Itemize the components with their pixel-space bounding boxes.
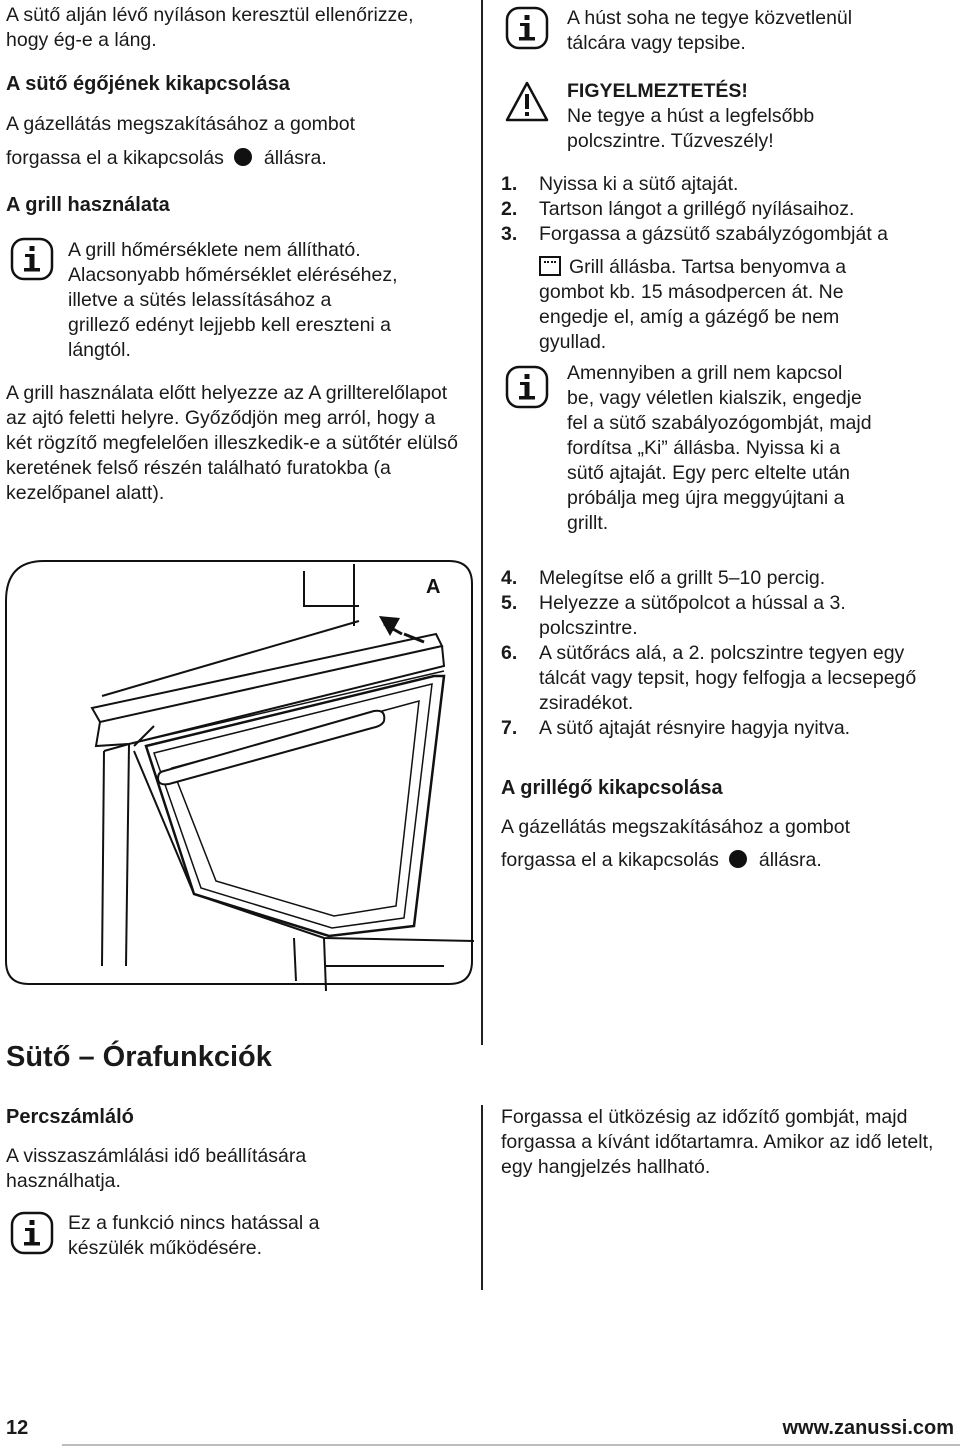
steps-list-b [501, 566, 941, 741]
info-timer-text: Ez a funkció nincs hatással a készülék működésére. [68, 1212, 320, 1259]
info-icon [505, 365, 549, 409]
info-icon [10, 1211, 54, 1255]
footer-rule [62, 1444, 960, 1446]
list-item: 5. Helyezze a sütőpolcot a hússal a 3. polcszintre. [501, 592, 846, 639]
website-link[interactable]: www.zanussi.com [782, 1417, 954, 1439]
column-divider-bottom [481, 1105, 483, 1290]
oven-grill-plate-illustration [4, 546, 474, 996]
section-title-clock: Sütő – Órafunkciók [6, 1041, 272, 1073]
page-number: 12 [6, 1417, 29, 1439]
timer-instructions-text: Forgassa el ütközésig az időzítő gombját, majd forgassa a kívánt időtartamra. Amikor az idő letelt, egy hangjelzés hallható. [501, 1106, 934, 1178]
filled-circle-icon [234, 148, 252, 166]
grill-symbol-icon [539, 256, 561, 276]
oven-off-text-2a: forgassa el a kikapcsolás [6, 147, 224, 169]
info-grill-temp-text: A grill hőmérséklete nem állítható. Alacsonyabb hőmérséklet eléréséhez, illetve a sütés lelassításához a grillező edényt lejjebb kell ereszteni a lángtól. [68, 239, 398, 361]
flame-check-text: A sütő alján lévő nyíláson keresztül ellenőrizze, hogy ég-e a láng. [6, 4, 414, 51]
warning-title: FIGYELMEZTETÉS! [567, 80, 748, 102]
warning-icon [505, 80, 549, 124]
grill-off-text-2: forgassa el a kikapcsolás állásra. [501, 849, 822, 871]
heading-grill-use: A grill használata [6, 194, 170, 216]
step3-continuation-1: Grill állásba. Tartsa benyomva a [539, 255, 939, 280]
list-item: 6. A sütőrács alá, a 2. polcszintre tegyen egy tálcát vagy tepsit, hogy felfogja a lecsepegő zsiradékot. [501, 642, 917, 714]
info-icon [10, 237, 54, 281]
list-item: 1. Nyissa ki a sütő ajtaját. [501, 173, 739, 195]
heading-grill-off: A grillégő kikapcsolása [501, 777, 723, 799]
figure-label-a: A [426, 576, 441, 598]
column-divider-top [481, 0, 483, 1045]
steps-list-a [501, 172, 941, 247]
heading-timer: Percszámláló [6, 1106, 134, 1128]
grill-plate-text: A grill használata előtt helyezze az A grillterelőlapot az ajtó feletti helyre. Győződjön meg arról, hogy a két rögzítő megfelelően illeszkedik-e a sütőtér elülső keretének felső részén található furatokba (a kezelőpanel alatt). [6, 382, 458, 504]
list-item: 2. Tartson lángot a grillégő nyílásaihoz. [501, 198, 855, 220]
info-ignite-text: Amennyiben a grill nem kapcsol be, vagy véletlen kialszik, engedje fel a sütő szabályozógombját, majd fordítsa „Ki” állásba. Nyissa ki a sütő ajtaját. Egy perc eltelte után próbálja meg újra meggyújtani a grillt. [567, 362, 872, 534]
info-icon [505, 6, 549, 50]
warning-text: Ne tegye a húst a legfelsőbb polcszintre. Tűzveszély! [567, 105, 815, 152]
list-item: 4. Melegítse elő a grillt 5–10 percig. [501, 567, 826, 589]
filled-circle-icon [729, 850, 747, 868]
info-meat-text: A húst soha ne tegye közvetlenül tálcára vagy tepsibe. [567, 7, 853, 54]
timer-text: A visszaszámlálási idő beállítására használhatja. [6, 1145, 307, 1192]
step3-continuation-2: gombot kb. 15 másodpercen át. Ne engedje el, amíg a gázégő be nem gyullad. [539, 281, 844, 353]
list-item: 3. Forgassa a gázsütő szabályzógombját a [501, 223, 889, 245]
oven-off-text-1: A gázellátás megszakításához a gombot [6, 113, 356, 135]
oven-off-text-2b: állásra. [263, 147, 327, 169]
grill-off-text-1: A gázellátás megszakításához a gombot [501, 816, 851, 838]
heading-oven-off: A sütő égőjének kikapcsolása [6, 73, 290, 95]
list-item: 7. A sütő ajtaját résnyire hagyja nyitva. [501, 717, 851, 739]
oven-off-text-2 [6, 146, 466, 171]
